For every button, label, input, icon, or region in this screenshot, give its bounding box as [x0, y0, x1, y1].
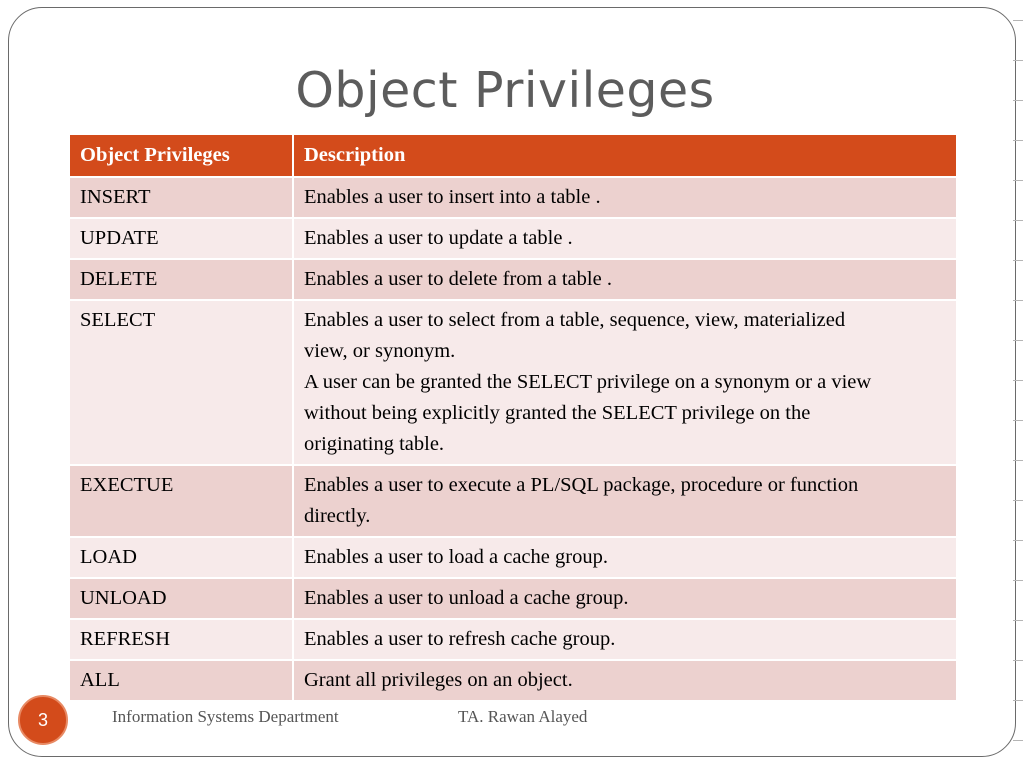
- privilege-cell: DELETE: [69, 259, 293, 300]
- table-row: [69, 537, 957, 578]
- description-cell: [293, 660, 957, 701]
- privileges-table: [68, 133, 958, 702]
- table-row: [69, 218, 957, 259]
- edge-tick: [1013, 620, 1023, 621]
- description-cell: [293, 177, 957, 218]
- edge-tick: [1013, 540, 1023, 541]
- edge-tick: [1013, 380, 1023, 381]
- description-cell: [293, 619, 957, 660]
- description-line: Enables a user to unload a cache group.: [304, 587, 629, 609]
- privilege-cell: LOAD: [69, 537, 293, 578]
- edge-tick: [1013, 60, 1023, 61]
- edge-tick: [1013, 660, 1023, 661]
- privilege-cell: SELECT: [69, 300, 293, 465]
- description-cell: [293, 578, 957, 619]
- description-line: Enables a user to update a table .: [304, 227, 573, 249]
- description-line: Enables a user to execute a PL/SQL package, procedure or function: [304, 474, 859, 496]
- edge-tick: [1013, 100, 1023, 101]
- footer-department: Information Systems Department: [112, 707, 339, 726]
- edge-tick: [1013, 180, 1023, 181]
- description-cell: [293, 300, 957, 465]
- edge-tick: [1013, 260, 1023, 261]
- description-line: Enables a user to select from a table, sequence, view, materialized: [304, 309, 846, 331]
- table-header-row: [69, 134, 957, 177]
- description-line: Enables a user to delete from a table .: [304, 268, 612, 290]
- description-line: Enables a user to insert into a table .: [304, 186, 601, 208]
- edge-tick: [1013, 340, 1023, 341]
- description-line: Enables a user to refresh cache group.: [304, 628, 616, 650]
- privilege-cell: EXECTUE: [69, 465, 293, 537]
- edge-tick: [1013, 580, 1023, 581]
- table-row: [69, 465, 957, 537]
- table-row: [69, 578, 957, 619]
- edge-tick: [1013, 420, 1023, 421]
- table-row: [69, 177, 957, 218]
- edge-tick: [1013, 220, 1023, 221]
- footer-author: TA. Rawan Alayed: [458, 707, 588, 726]
- edge-tick: [1013, 20, 1023, 21]
- page-number: 3: [37, 709, 48, 730]
- description-cell: [293, 537, 957, 578]
- description-line: originating table.: [304, 433, 445, 455]
- edge-tick: [1013, 140, 1023, 141]
- slide-title: Object Privileges: [295, 62, 715, 119]
- privilege-cell: ALL: [69, 660, 293, 701]
- description-line: Grant all privileges on an object.: [304, 669, 573, 691]
- edge-tick: [1013, 300, 1023, 301]
- privilege-cell: UNLOAD: [69, 578, 293, 619]
- table-row: [69, 259, 957, 300]
- edge-tick: [1013, 740, 1023, 741]
- description-cell: [293, 218, 957, 259]
- table-row: [69, 660, 957, 701]
- description-line: without being explicitly granted the SELECT privilege on the: [304, 402, 811, 424]
- edge-tick: [1013, 700, 1023, 701]
- edge-tick: [1013, 460, 1023, 461]
- description-line: directly.: [304, 505, 371, 527]
- table-row: [69, 300, 957, 465]
- description-cell: [293, 465, 957, 537]
- description-line: A user can be granted the SELECT privilege on a synonym or a view: [304, 371, 872, 393]
- header-object-privileges: Object Privileges: [69, 134, 293, 177]
- privilege-cell: INSERT: [69, 177, 293, 218]
- table-row: [69, 619, 957, 660]
- description-cell: [293, 259, 957, 300]
- description-line: Enables a user to load a cache group.: [304, 546, 608, 568]
- privilege-cell: REFRESH: [69, 619, 293, 660]
- edge-tick: [1013, 500, 1023, 501]
- privilege-cell: UPDATE: [69, 218, 293, 259]
- page-number-badge: [18, 695, 68, 745]
- slide-edge-ticks: [1008, 0, 1024, 768]
- description-line: view, or synonym.: [304, 340, 456, 362]
- header-description: Description: [293, 134, 957, 177]
